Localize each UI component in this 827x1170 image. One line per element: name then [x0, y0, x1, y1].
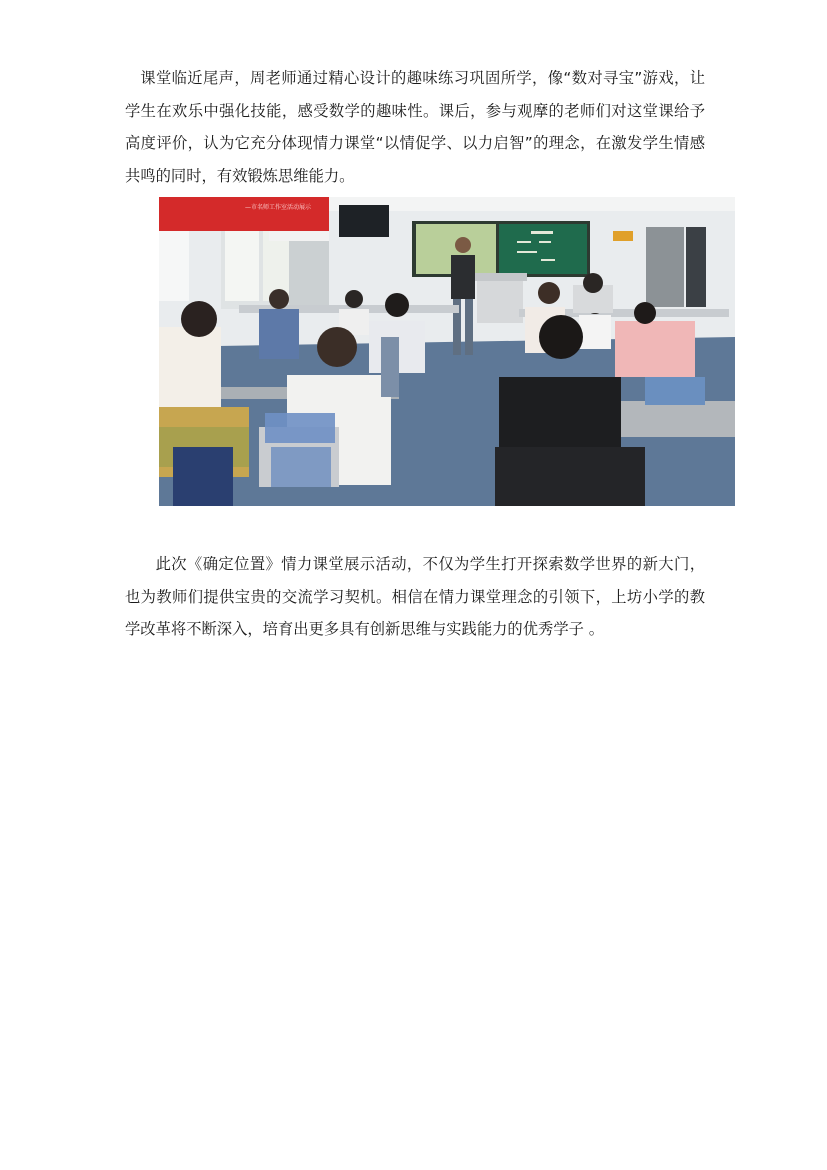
- red-banner: [159, 197, 329, 231]
- red-banner-text: —市名师工作室活动展示: [245, 204, 312, 211]
- paragraph-1: 课堂临近尾声，周老师通过精心设计的趣味练习巩固所学，像“数对寻宝”游戏，让学生在欢乐中强化技能，感受数学的趣味性。课后，参与观摩的老师们对这堂课给予高度评价，认为它充分体现情力课堂“以情促学、以力启智”的理念，在激发学生情感共鸣的同时，有效锻炼思维能力。: [125, 69, 705, 185]
- classroom-photo-illustration: [159, 197, 735, 506]
- paragraph-2: 此次《确定位置》情力课堂展示活动，不仅为学生打开探索数学世界的新大门，也为教师们提供宝贵的交流学习契机。相信在情力课堂理念的引领下，上坊小学的教学改革将不断深入，培育出更多具有创新思维与实践能力的优秀学子 。: [125, 555, 705, 638]
- classroom-photo: [159, 197, 735, 506]
